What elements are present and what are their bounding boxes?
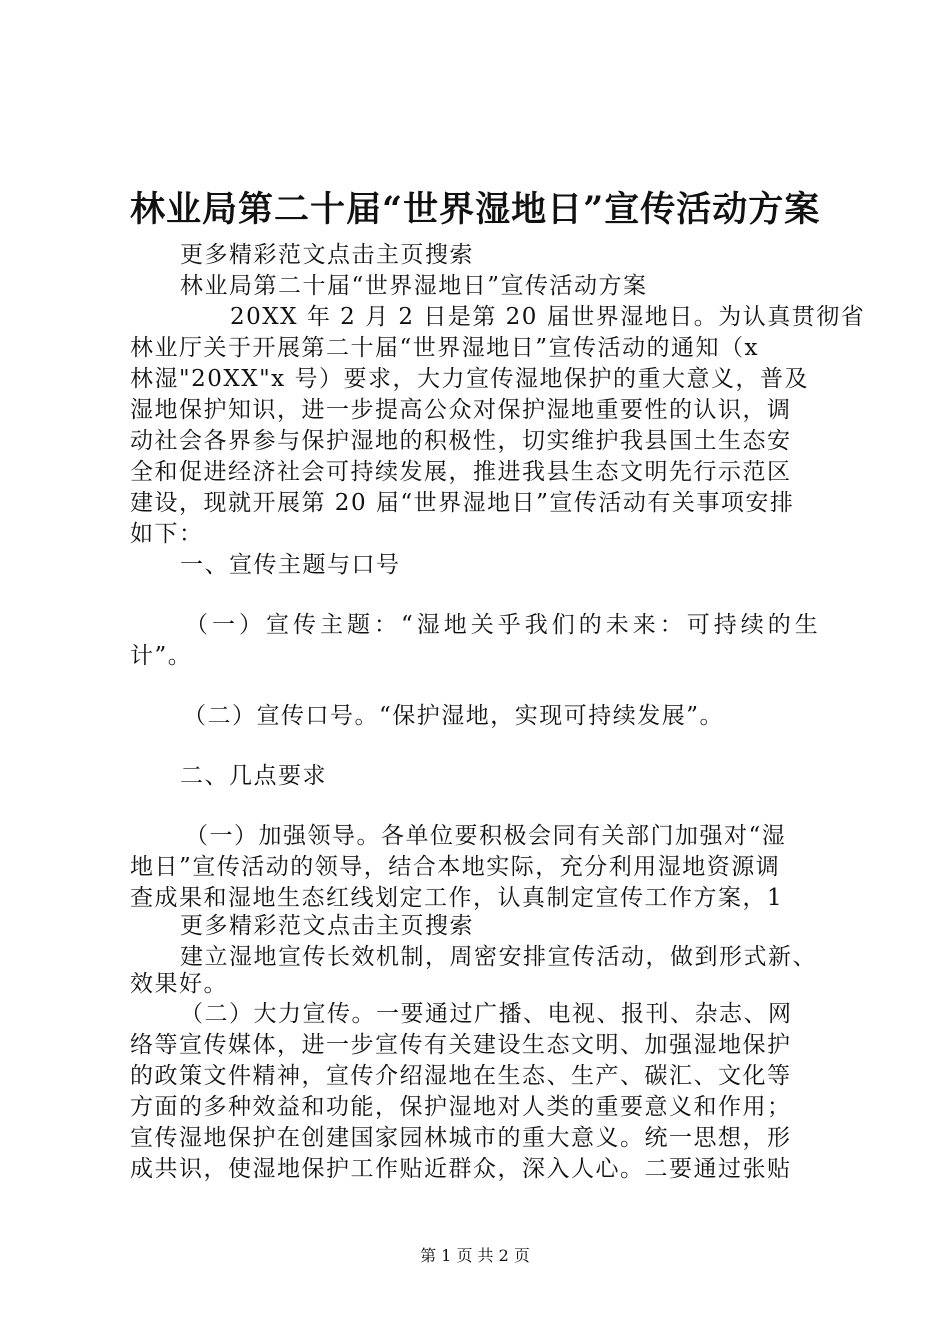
text-line: （二）大力宣传。一要通过广播、电视、报刊、杂志、网 — [180, 1001, 793, 1027]
text-line: 宣传湿地保护在创建国家园林城市的重大意义。统一思想，形 — [130, 1125, 792, 1151]
page-number-footer: 第 1 页 共 2 页 — [420, 1246, 530, 1265]
text-line: （一）宣传主题：“湿地关乎我们的未来：可持续的生 — [185, 612, 822, 638]
text-line: 林业厅关于开展第二十届“世界湿地日”宣传活动的通知（x — [130, 335, 759, 361]
section-heading: 一、宣传主题与口号 — [180, 552, 401, 578]
text-line: 地日”宣传活动的领导，结合本地实际，充分利用湿地资源调 — [130, 854, 781, 880]
text-line: 更多精彩范文点击主页搜索 — [180, 913, 474, 939]
section-heading: 二、几点要求 — [180, 763, 327, 789]
text-line: 成共识，使湿地保护工作贴近群众，深入人心。二要通过张贴 — [130, 1156, 792, 1182]
text-line: 林业局第二十届“世界湿地日”宣传活动方案 — [180, 273, 648, 299]
text-line: 建设，现就开展第 20 届“世界湿地日”宣传活动有关事项安排 — [130, 490, 795, 516]
text-line: 的政策文件精神，宣传介绍湿地在生态、生产、碳汇、文化等 — [130, 1063, 792, 1089]
text-line: 如下： — [130, 521, 204, 547]
text-line: （二）宣传口号。“保护湿地，实现可持续发展”。 — [183, 703, 725, 729]
document-title: 林业局第二十届“世界湿地日”宣传活动方案 — [130, 189, 821, 230]
text-line: 20XX 年 2 月 2 日是第 20 届世界湿地日。为认真贯彻省 — [230, 304, 866, 330]
text-line: 全和促进经济社会可持续发展，推进我县生态文明先行示范区 — [130, 459, 792, 485]
text-line: 络等宣传媒体，进一步宣传有关建设生态文明、加强湿地保护 — [130, 1032, 792, 1058]
text-line: 林湿"20XX"x 号）要求，大力宣传湿地保护的重大意义，普及 — [130, 366, 809, 392]
text-line: （一）加强领导。各单位要积极会同有关部门加强对“湿 — [185, 823, 787, 849]
text-line: 方面的多种效益和功能，保护湿地对人类的重要意义和作用； — [130, 1094, 792, 1120]
text-line: 湿地保护知识，进一步提高公众对保护湿地重要性的认识，调 — [130, 397, 792, 423]
text-line: 建立湿地宣传长效机制，周密安排宣传活动，做到形式新、 — [180, 944, 817, 970]
text-line: 更多精彩范文点击主页搜索 — [180, 242, 474, 268]
text-line: 计”。 — [130, 643, 193, 669]
text-line: 查成果和湿地生态红线划定工作，认真制定宣传工作方案，1 — [130, 885, 784, 911]
text-line: 效果好。 — [130, 971, 228, 997]
text-line: 动社会各界参与保护湿地的积极性，切实维护我县国土生态安 — [130, 428, 792, 454]
